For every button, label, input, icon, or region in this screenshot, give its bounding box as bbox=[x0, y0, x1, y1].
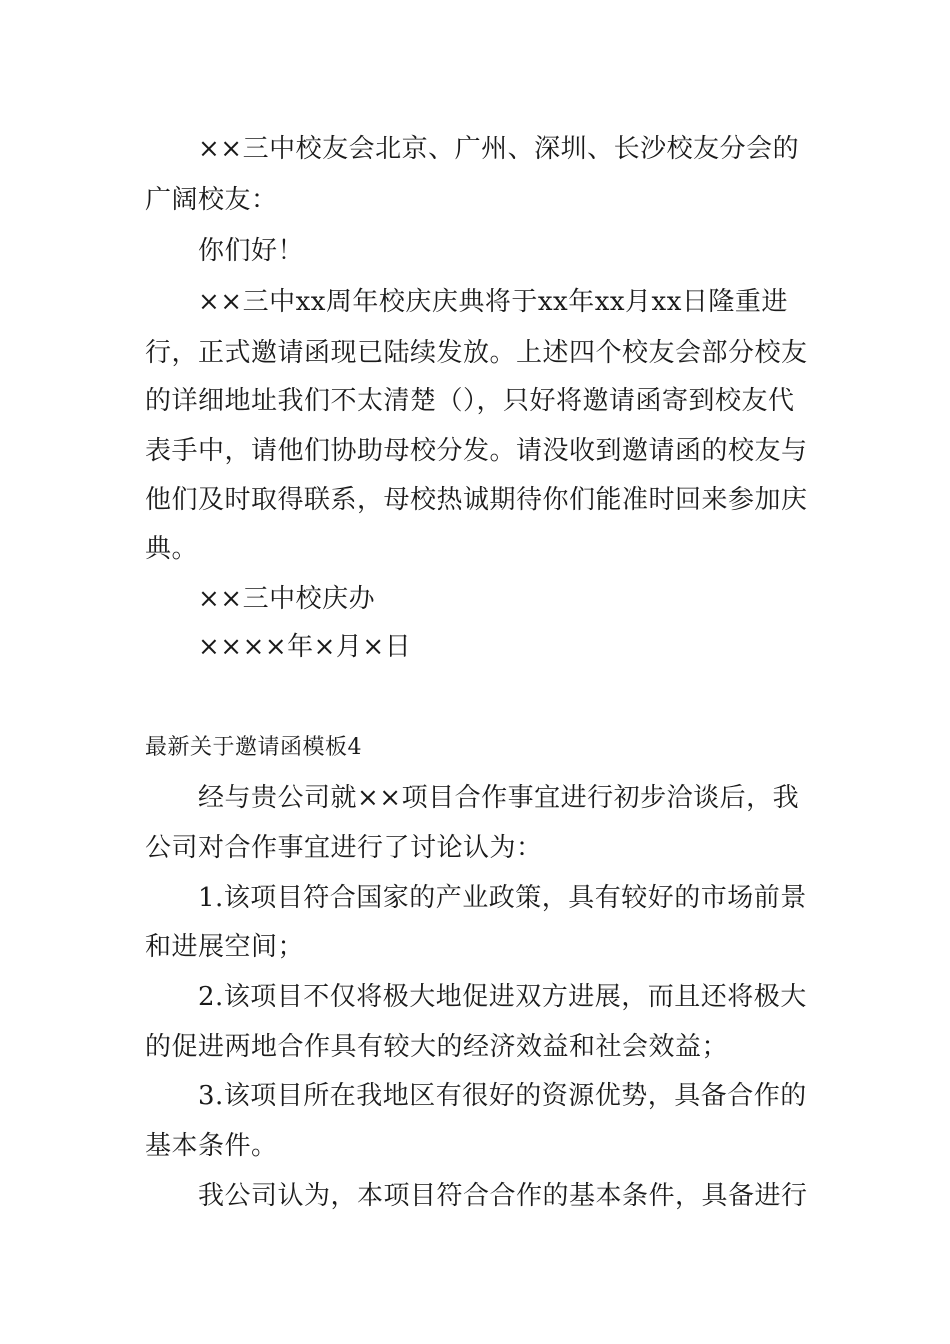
section-body-line: 的促进两地合作具有较大的经济效益和社会效益； bbox=[145, 1032, 729, 1062]
section-body-line: 基本条件。 bbox=[145, 1131, 278, 1161]
section-list-item-1: 1.该项目符合国家的产业政策，具有较好的市场前景 bbox=[198, 883, 807, 913]
letter-body-line: ××三中xx周年校庆庆典将于xx年xx月xx日隆重进 bbox=[198, 287, 788, 317]
section-body-line: 和进展空间； bbox=[145, 932, 305, 962]
section-body-line: 我公司认为，本项目符合合作的基本条件，具备进行 bbox=[198, 1181, 808, 1211]
letter-date: ××××年×月×日 bbox=[198, 632, 412, 662]
letter-salutation-line-1: ××三中校友会北京、广州、深圳、长沙校友分会的 bbox=[198, 134, 800, 164]
section-body-line: 公司对合作事宜进行了讨论认为： bbox=[145, 833, 543, 863]
letter-body-line: 的详细地址我们不太清楚（），只好将邀请函寄到校友代 bbox=[145, 386, 795, 416]
letter-body-line: 表手中，请他们协助母校分发。请没收到邀请函的校友与 bbox=[145, 436, 808, 466]
letter-body-line: 行，正式邀请函现已陆续发放。上述四个校友会部分校友 bbox=[145, 338, 808, 368]
section-heading: 最新关于邀请函模板4 bbox=[145, 735, 362, 760]
section-list-item-3: 3.该项目所在我地区有很好的资源优势，具备合作的 bbox=[198, 1081, 807, 1111]
letter-salutation-line-2: 广阔校友： bbox=[145, 185, 278, 215]
section-body-line: 经与贵公司就××项目合作事宜进行初步洽谈后，我 bbox=[198, 783, 800, 813]
letter-body-line: 他们及时取得联系，母校热诚期待你们能准时回来参加庆 bbox=[145, 485, 808, 515]
letter-body-line: 典。 bbox=[145, 534, 199, 564]
letter-greeting: 你们好！ bbox=[198, 236, 305, 266]
section-list-item-2: 2.该项目不仅将极大地促进双方进展，而且还将极大 bbox=[198, 982, 807, 1012]
letter-sender: ××三中校庆办 bbox=[198, 584, 376, 614]
